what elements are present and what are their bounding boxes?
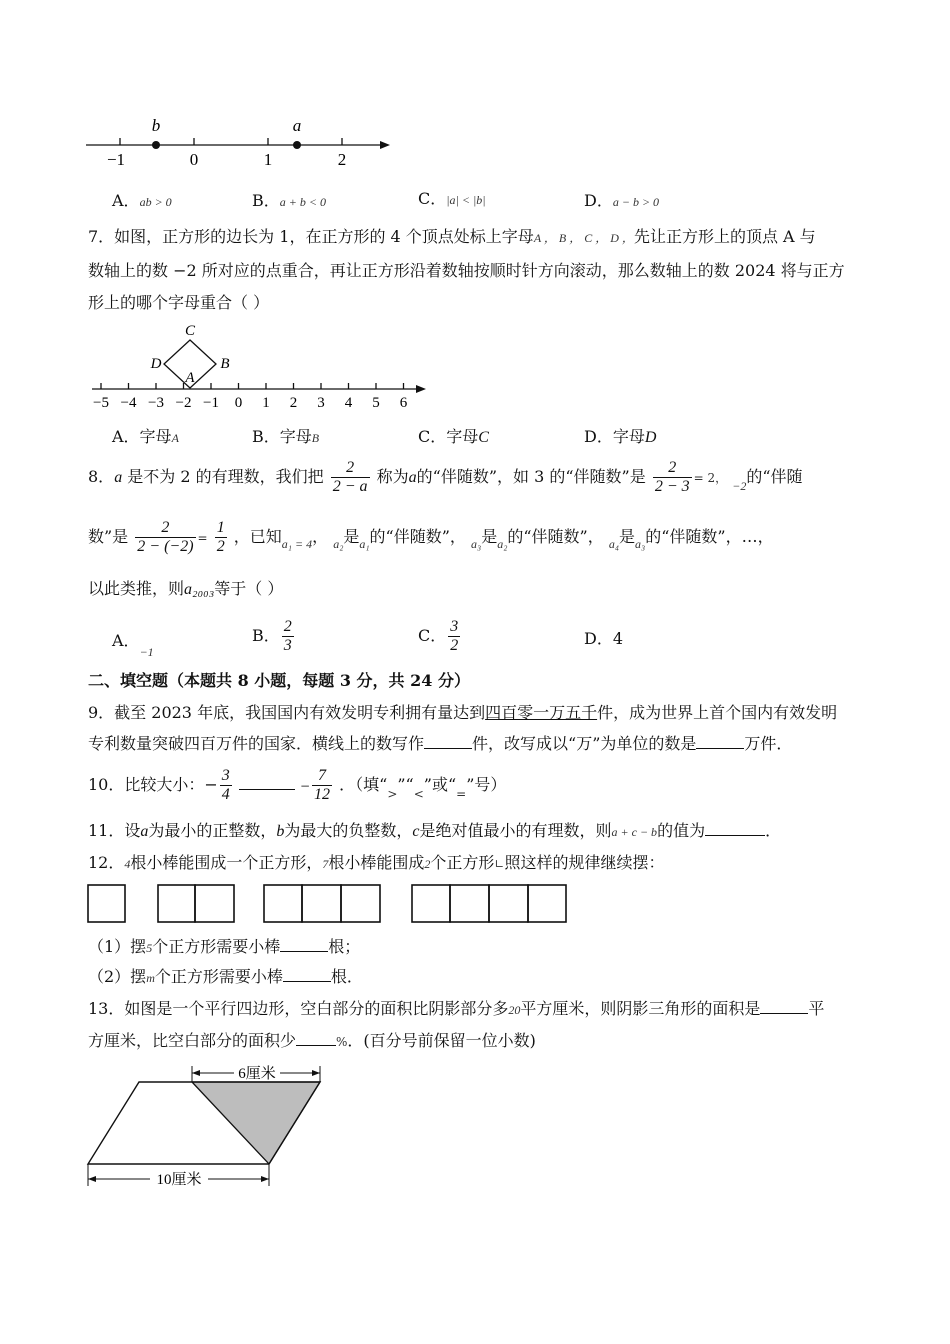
q7-line3: 形上的哪个字母重合（ ） — [88, 293, 270, 312]
q8-option-d[interactable]: D．4 — [584, 629, 624, 648]
q12-line: 12．4根小棒能围成一个正方形，7根小棒能围成2个正方形∟照这样的规律继续摆： — [88, 853, 665, 872]
label-a: A — [185, 370, 195, 386]
axis-tick-label: 3 — [317, 395, 325, 411]
q10-line: 10．比较大小：− $\frac{3}{4}$ − $\frac{7}{12}$ ．（填“$_>”“_<$”或“$_=$”号） — [88, 767, 507, 803]
q7-line1: 7．如图，正方形的边长为 1，在正方形的 4 个顶点处标上字母A ， B ， C ， D ，先让正方形上的顶点 A 与 — [88, 227, 816, 246]
q8-option-b[interactable]: B． $\frac{2}{3}$ — [252, 618, 292, 654]
q8-line2: 数”是 $\frac{2}{2 - (-2)}$ = $\frac{1}{2}$ ，已知$_{a_1 = 4}$， $_{a_2}$是$_{a_1}$的“伴随数”， $_{a_3}$是$_{a_2}$的“伴随数”， $_{a_4}$是$_{a_3}$的“伴随数”，…， — [88, 519, 774, 555]
q8-line3: 以此类推，则a₂₀₀₃等于（ ） — [88, 579, 284, 598]
q11-line: 11．设a为最小的正整数，b为最大的负整数，c是绝对值最小的有理数，则a + c − b的值为 ． — [88, 821, 782, 840]
q10-blank[interactable] — [239, 775, 295, 790]
q12-sub1: （1）摆5个正方形需要小棒 根； — [88, 937, 361, 956]
q12-squares-figure — [86, 882, 570, 926]
q13-line1: 13．如图是一个平行四边形，空白部分的面积比阴影部分多20平方厘米，则阴影三角形的面积是 平 — [88, 999, 825, 1018]
q13-parallelogram-figure — [82, 1058, 332, 1194]
axis-tick-label: −4 — [120, 395, 137, 411]
q13-line2: 方厘米，比空白部分的面积少 %．(百分号前保留一位小数) — [88, 1031, 536, 1050]
q7-option-d[interactable]: D．字母D — [584, 427, 657, 446]
q12-blank-2[interactable] — [283, 967, 331, 982]
point-a — [293, 141, 301, 149]
tick-label: 1 — [263, 150, 273, 169]
axis-tick-label: −1 — [203, 395, 219, 411]
tick-label: 2 — [337, 150, 347, 169]
label-b: B — [220, 356, 230, 372]
q6-option-d[interactable]: D．a − b > 0 — [584, 191, 660, 210]
bottom-length-label: 10厘米 — [156, 1172, 202, 1188]
q8-line1: 8．a 是不为 2 的有理数，我们把 $\frac{2}{2 - a}$ 称为a的“伴随数”，如 3 的“伴随数”是 $\frac{2}{2 - 3}$ = 2， $_{-2}$的“伴随 — [88, 459, 803, 495]
q7-line2: 数轴上的数 −2 所对应的点重合，再让正方形沿着数轴按顺时针方向滚动，那么数轴上的数 2024 将与正方 — [88, 261, 845, 280]
q6-number-line — [84, 112, 404, 172]
q7-figure — [86, 320, 436, 412]
shaded-triangle — [192, 1082, 320, 1164]
section-2-heading: 二、填空题（本题共 8 小题，每题 3 分，共 24 分） — [88, 671, 470, 690]
label-c: C — [184, 323, 196, 339]
q11-blank[interactable] — [705, 821, 765, 836]
q8-fraction: $\frac{2}{2 - a}$ — [332, 459, 368, 495]
top-length-label: 6厘米 — [238, 1066, 276, 1082]
q13-blank-2[interactable] — [296, 1031, 336, 1046]
q9-blank-2[interactable] — [696, 734, 744, 749]
axis-tick-label: −2 — [175, 395, 192, 411]
axis-tick-label: 6 — [399, 395, 408, 411]
q7-option-b[interactable]: B．字母B — [252, 427, 320, 446]
axis-tick-label: −5 — [93, 395, 109, 411]
q7-option-a[interactable]: A．字母A — [112, 427, 179, 446]
axis-tick-label: 4 — [344, 395, 353, 411]
q9-blank-1[interactable] — [424, 734, 472, 749]
label-a: a — [292, 116, 302, 135]
q8-option-c[interactable]: C． $\frac{3}{2}$ — [418, 618, 459, 654]
q7-ticks — [93, 383, 408, 411]
q12-blank-1[interactable] — [280, 937, 328, 952]
label-b: b — [151, 116, 161, 135]
q13-blank-1[interactable] — [760, 999, 808, 1014]
tick-label: −1 — [106, 150, 126, 169]
axis-tick-label: 5 — [372, 395, 380, 411]
tick-label: 0 — [189, 150, 199, 169]
q9-line1: 9．截至 2023 年底，我国国内有效发明专利拥有量达到四百零一万五千件，成为世界上首个国内有效发明 — [88, 703, 838, 722]
q12-sub2: （2）摆m个正方形需要小棒 根． — [88, 967, 363, 986]
q7-option-c[interactable]: C．字母C — [418, 427, 489, 446]
axis-tick-label: 2 — [289, 395, 298, 411]
q6-option-a[interactable]: A．ab > 0 — [112, 191, 172, 210]
axis-tick-label: 0 — [234, 395, 243, 411]
q6-option-b[interactable]: B．a + b < 0 — [252, 191, 326, 210]
q8-option-a[interactable]: A．$_{-1}$ — [112, 631, 154, 659]
q9-line2: 专利数量突破四百万件的国家．横线上的数写作 件，改写成以“万”为单位的数是 万件． — [88, 734, 793, 753]
label-d: D — [150, 356, 162, 372]
axis-tick-label: −3 — [148, 395, 164, 411]
point-b — [152, 141, 160, 149]
axis-tick-label: 1 — [262, 395, 270, 411]
q6-option-c[interactable]: C．|a| < |b| — [418, 189, 486, 208]
